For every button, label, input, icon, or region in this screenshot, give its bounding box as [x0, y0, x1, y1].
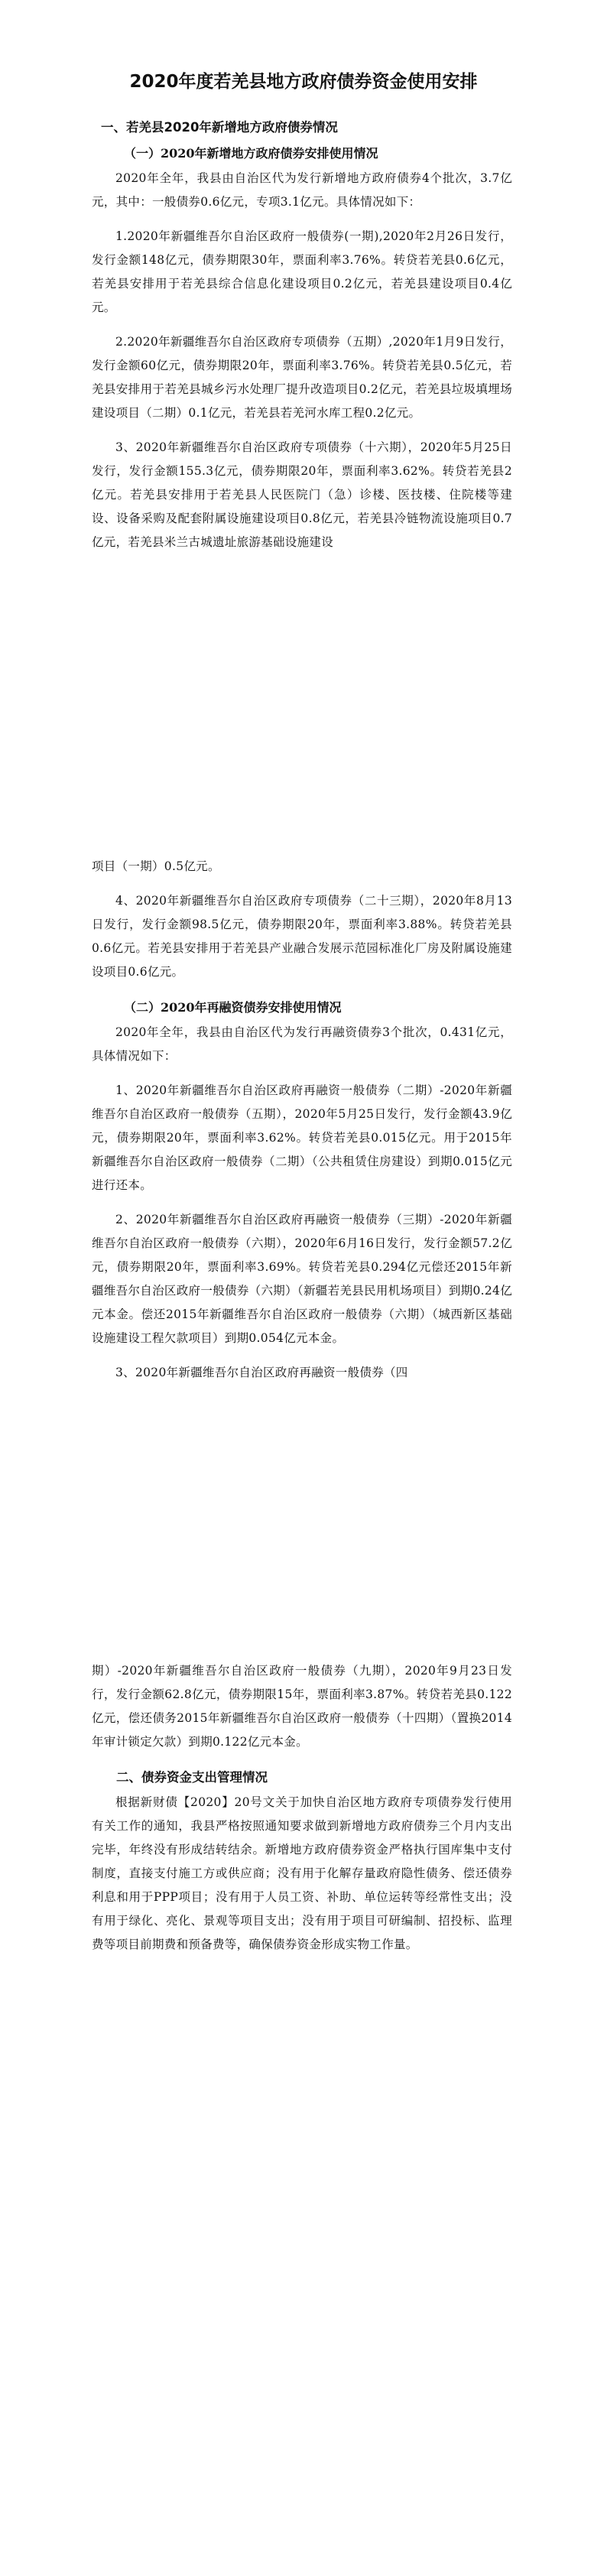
- section-1-heading: 一、若羌县2020年新增地方政府债券情况: [101, 120, 338, 135]
- section-2-body: 根据新财债【2020】20号文关于加快自治区地方政府专项债券发行使用有关工作的通知，我县严格按照通知要求做到新增地方政府债券三个月内支出完毕，年终没有形成结转结余。新增地方政府债券资金严格执行国库集中支付制度，直接支付施工方或供应商；没有用于化解存量政府隐性债务、偿还债券利息和用于PPP项目；没有用于人员工资、补助、单位运转等经常性支出；没有用于绿化、亮化、景观等项目支出；没有用于项目可研编制、招投标、监理费等项目前期费和预备费等，确保债券资金形成实物工作量。: [92, 1795, 512, 1951]
- subsection-1-intro: 2020年全年，我县由自治区代为发行新增地方政府债券4个批次，3.7亿元，其中：一般债券0.6亿元，专项3.1亿元。具体情况如下：: [92, 171, 512, 209]
- subsection-2-item-3-continued: 期）-2020年新疆维吾尔自治区政府一般债券（九期），2020年9月23日发行，发行金额62.8亿元，债券期限15年，票面利率3.87%。转贷若羌县0.122亿元，偿还债务2015年新疆维吾尔自治区政府一般债券（十四期）（置换2014年审计锁定欠款）到期0.122亿元本金。: [92, 1664, 512, 1749]
- subsection-1-item-3: 3、2020年新疆维吾尔自治区政府专项债券（十六期），2020年5月25日发行，发行金额155.3亿元，债券期限20年，票面利率3.62%。转贷若羌县2亿元。若羌县安排用于若羌县人民医院门（急）诊楼、医技楼、住院楼等建设、设备采购及配套附属设施建设项目0.8亿元，若羌县冷链物流设施项目0.7亿元，若羌县米兰古城遗址旅游基础设施建设: [92, 440, 512, 549]
- subsection-1-item-4: 4、2020年新疆维吾尔自治区政府专项债券（二十三期），2020年8月13日发行，发行金额98.5亿元，债券期限20年，票面利率3.88%。转贷若羌县0.6亿元。若羌县安排用于若羌县产业融合发展示范园标准化厂房及附属设施建设项目0.6亿元。: [92, 894, 512, 979]
- section-1-part-b: [92, 855, 512, 1395]
- subsection-2-item-2: 2、2020年新疆维吾尔自治区政府再融资一般债券（三期）-2020年新疆维吾尔自治区政府一般债券（六期），2020年6月16日发行，发行金额57.2亿元，债券期限20年，票面利率3.69%。转贷若羌县0.294亿元偿还2015年新疆维吾尔自治区政府一般债券（六期）（新疆若羌县民用机场项目）到期0.24亿元本金。偿还2015年新疆维吾尔自治区政府一般债券（六期）（城西新区基础设施建设工程欠款项目）到期0.054亿元本金。: [92, 1213, 512, 1345]
- subsection-1-item-3-continued: 项目（一期）0.5亿元。: [92, 859, 220, 873]
- document-title: 2020年度若羌县地方政府债券资金使用安排: [129, 72, 478, 92]
- subsection-2-intro: 2020年全年，我县由自治区代为发行再融资债券3个批次，0.431亿元，具体情况如下：: [92, 1025, 512, 1063]
- section-2-heading: 二、债券资金支出管理情况: [116, 1770, 268, 1785]
- subsection-2-item-1: 1、2020年新疆维吾尔自治区政府再融资一般债券（二期）-2020年新疆维吾尔自治区政府一般债券（五期），2020年5月25日发行，发行金额43.9亿元，债券期限20年，票面利率3.62%。转贷若羌县0.015亿元。用于2015年新疆维吾尔自治区政府一般债券（二期）（公共租赁住房建设）到期0.015亿元进行还本。: [92, 1083, 512, 1192]
- subsection-1-item-2: 2.2020年新疆维吾尔自治区政府专项债券（五期）,2020年1月9日发行，发行金额60亿元，债券期限20年，票面利率3.76%。转贷若羌县0.5亿元，若羌县安排用于若羌县城乡污水处理厂提升改造项目0.2亿元，若羌县垃圾填埋场建设项目（二期）0.1亿元，若羌县若羌河水库工程0.2亿元。: [92, 335, 512, 420]
- subsection-1-item-1: 1.2020年新疆维吾尔自治区政府一般债券(一期),2020年2月26日发行，发行金额148亿元，债券期限30年，票面利率3.76%。转贷若羌县0.6亿元，若羌县安排用于若羌县综合信息化建设项目0.2亿元，若羌县建设项目0.4亿元。: [92, 229, 512, 314]
- subsection-2-item-3: 3、2020年新疆维吾尔自治区政府再融资一般债券（四: [115, 1366, 408, 1379]
- section-2-part: [92, 1659, 512, 1967]
- section-1-part-a: [92, 115, 512, 565]
- subsection-2-heading: （二）2020年再融资债券安排使用情况: [124, 1000, 342, 1015]
- subsection-1-heading: （一）2020年新增地方政府债券安排使用情况: [124, 146, 378, 161]
